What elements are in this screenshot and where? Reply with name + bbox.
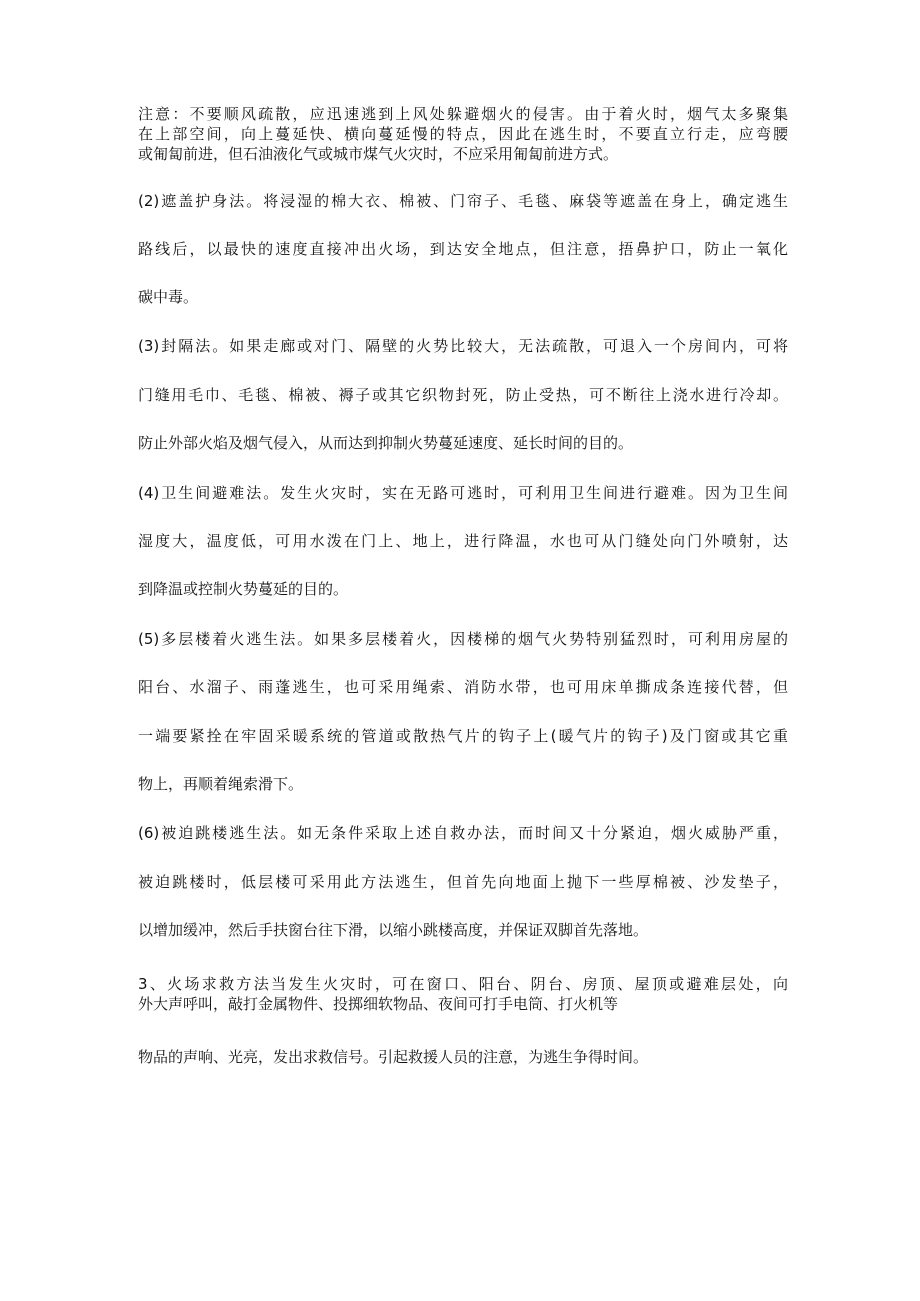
jump-method-line-1: (6)被迫跳楼逃生法。如无条件采取上述自救办法，而时间又十分紧迫，烟火威胁严重， xyxy=(138,824,788,842)
seal-method-line-1: (3)封隔法。如果走廊或对门、隔壁的火势比较大，无法疏散，可退入一个房间内，可将 xyxy=(138,337,788,355)
cover-method-line-2: 路线后，以最快的速度直接冲出火场，到达安全地点，但注意，捂鼻护口，防止一氧化 xyxy=(138,240,788,258)
intro-line-1: 注意：不要顺风疏散，应迅速逃到上风处躲避烟火的侵害。由于着火时，烟气太多聚集 xyxy=(138,105,788,123)
rescue-signal-line-2: 外大声呼叫，敲打金属物件、投掷细软物品、夜间可打手电筒、打火机等 xyxy=(138,995,619,1013)
intro-line-3: 或匍匐前进，但石油液化气或城市煤气火灾时，不应采用匍匐前进方式。 xyxy=(138,145,619,163)
jump-method-line-3: 以增加缓冲，然后手扶窗台往下滑，以缩小跳楼高度，并保证双脚首先落地。 xyxy=(138,921,649,939)
seal-method-line-3: 防止外部火焰及烟气侵入，从而达到抑制火势蔓延速度、延长时间的目的。 xyxy=(138,434,634,452)
rescue-signal-paragraph xyxy=(138,974,788,1014)
cover-method-line-3: 碳中毒。 xyxy=(138,288,199,306)
intro-paragraph xyxy=(138,104,788,164)
bathroom-method-line-3: 到降温或控制火势蔓延的目的。 xyxy=(138,580,349,598)
multistory-method-line-3: 一端要紧拴在牢固采暖系统的管道或散热气片的钩子上(暖气片的钩子)及门窗或其它重 xyxy=(138,727,788,745)
multistory-method-line-2: 阳台、水溜子、雨蓬逃生，也可采用绳索、消防水带，也可用床单撕成条连接代替，但 xyxy=(138,678,788,696)
rescue-signal-line-3: 物品的声响、光亮，发出求救信号。引起救援人员的注意，为逃生争得时间。 xyxy=(138,1048,649,1066)
rescue-signal-line-1: 3、火场求救方法当发生火灾时，可在窗口、阳台、阴台、房顶、屋顶或避难层处，向 xyxy=(138,975,788,993)
intro-line-2: 在上部空间，向上蔓延快、横向蔓延慢的特点，因此在逃生时，不要直立行走，应弯腰 xyxy=(138,125,788,143)
cover-method-line-1: (2)遮盖护身法。将浸湿的棉大衣、棉被、门帘子、毛毯、麻袋等遮盖在身上，确定逃生 xyxy=(138,192,788,210)
bathroom-method-line-1: (4)卫生间避难法。发生火灾时，实在无路可逃时，可利用卫生间进行避难。因为卫生间 xyxy=(138,484,788,502)
multistory-method-line-1: (5)多层楼着火逃生法。如果多层楼着火，因楼梯的烟气火势特别猛烈时，可利用房屋的 xyxy=(138,630,788,648)
jump-method-line-2: 被迫跳楼时，低层楼可采用此方法逃生，但首先向地面上抛下一些厚棉被、沙发垫子， xyxy=(138,873,788,891)
bathroom-method-line-2: 湿度大，温度低，可用水泼在门上、地上，进行降温，水也可从门缝处向门外喷射，达 xyxy=(138,532,788,550)
seal-method-line-2: 门缝用毛巾、毛毯、棉被、褥子或其它织物封死，防止受热，可不断往上浇水进行冷却。 xyxy=(138,386,788,404)
multistory-method-line-4: 物上，再顺着绳索滑下。 xyxy=(138,775,304,793)
